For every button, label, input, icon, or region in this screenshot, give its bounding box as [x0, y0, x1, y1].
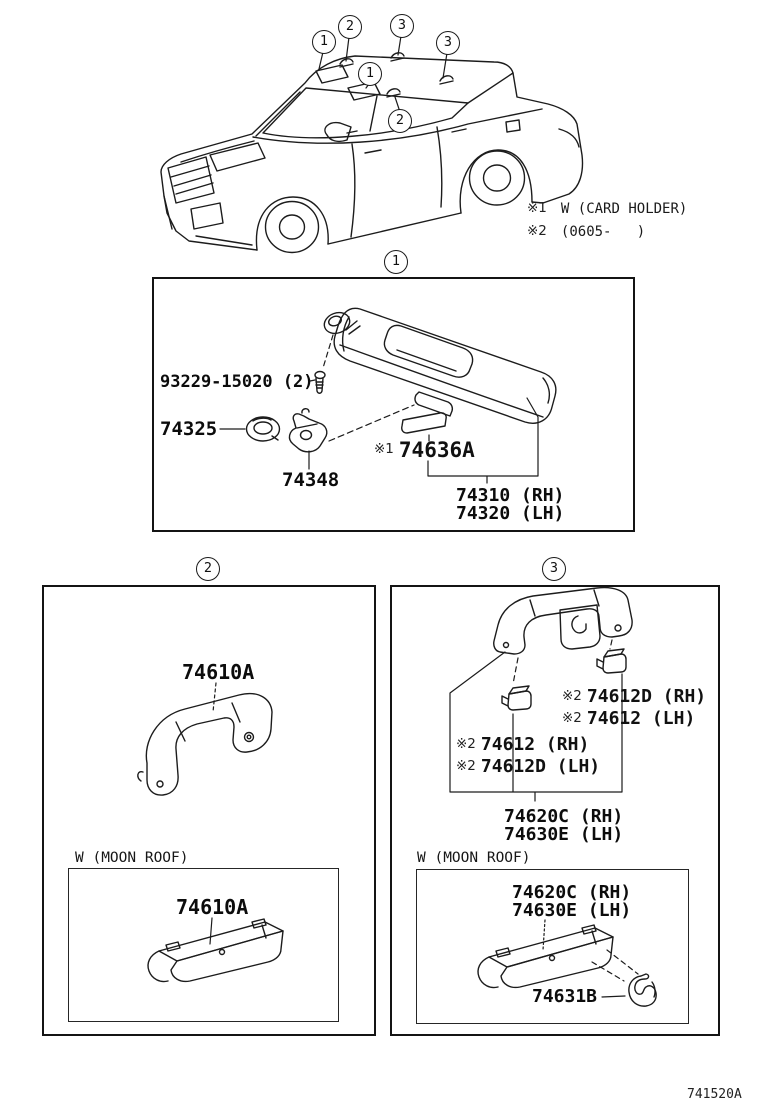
moonroof-title-front: W (MOON ROOF)	[75, 850, 189, 866]
part-label-74631B: 74631B	[532, 986, 598, 1007]
drawing-number: 741520A	[687, 1087, 742, 1102]
clip-marker-1: ※2	[562, 687, 582, 704]
clip-marker-3: ※2	[456, 735, 476, 752]
clip-marker-4: ※2	[456, 757, 476, 774]
part-label-74636A: 74636A	[398, 438, 475, 462]
part-label-74348: 74348	[282, 469, 340, 491]
visor-panel-callout: 1	[384, 250, 408, 274]
car-callout-2-side: 2	[388, 109, 412, 133]
note-2-marker: ※2	[527, 223, 547, 240]
part-label-74620C-rh-moonroof: 74620C (RH)	[512, 882, 632, 903]
note-card-holder	[527, 202, 687, 216]
part-label-screw: 93229-15020 (2)	[160, 372, 314, 392]
part-label-74325: 74325	[160, 418, 218, 440]
card-holder-marker: ※1	[374, 441, 394, 458]
note-2-text: (0605- )	[560, 224, 646, 240]
clip-marker-2: ※2	[562, 709, 582, 726]
front-grip-panel-callout: 2	[196, 557, 220, 581]
part-label-74320-lh: 74320 (LH)	[456, 503, 565, 524]
part-label-74612-lh: 74612 (LH)	[586, 708, 696, 729]
car-callout-3-top: 3	[390, 14, 414, 38]
visor-panel-box	[152, 277, 635, 532]
moonroof-title-rear: W (MOON ROOF)	[417, 850, 531, 866]
car-callout-1-front: 1	[312, 30, 336, 54]
part-label-74610A-moonroof: 74610A	[176, 895, 249, 919]
part-label-74612D-rh: 74612D (RH)	[586, 686, 707, 707]
part-label-74610A: 74610A	[182, 660, 255, 684]
front-grip-moonroof-box	[68, 868, 339, 1022]
car-callout-2-front: 2	[338, 15, 362, 39]
part-label-74310-rh: 74310 (RH)	[456, 485, 565, 506]
note-1-marker: ※1	[527, 200, 547, 217]
part-label-74612D-lh: 74612D (LH)	[480, 756, 601, 777]
car-callout-3-rear: 3	[436, 31, 460, 55]
part-label-74630E-lh: 74630E (LH)	[504, 824, 624, 845]
part-label-74630E-lh-moonroof: 74630E (LH)	[512, 900, 632, 921]
note-1-text: W (CARD HOLDER)	[560, 201, 688, 217]
rear-grip-panel-callout: 3	[542, 557, 566, 581]
part-label-74612-rh: 74612 (RH)	[480, 734, 590, 755]
part-label-74620C-rh: 74620C (RH)	[504, 806, 624, 827]
note-date-range	[527, 225, 645, 239]
car-callout-1-inner: 1	[358, 62, 382, 86]
